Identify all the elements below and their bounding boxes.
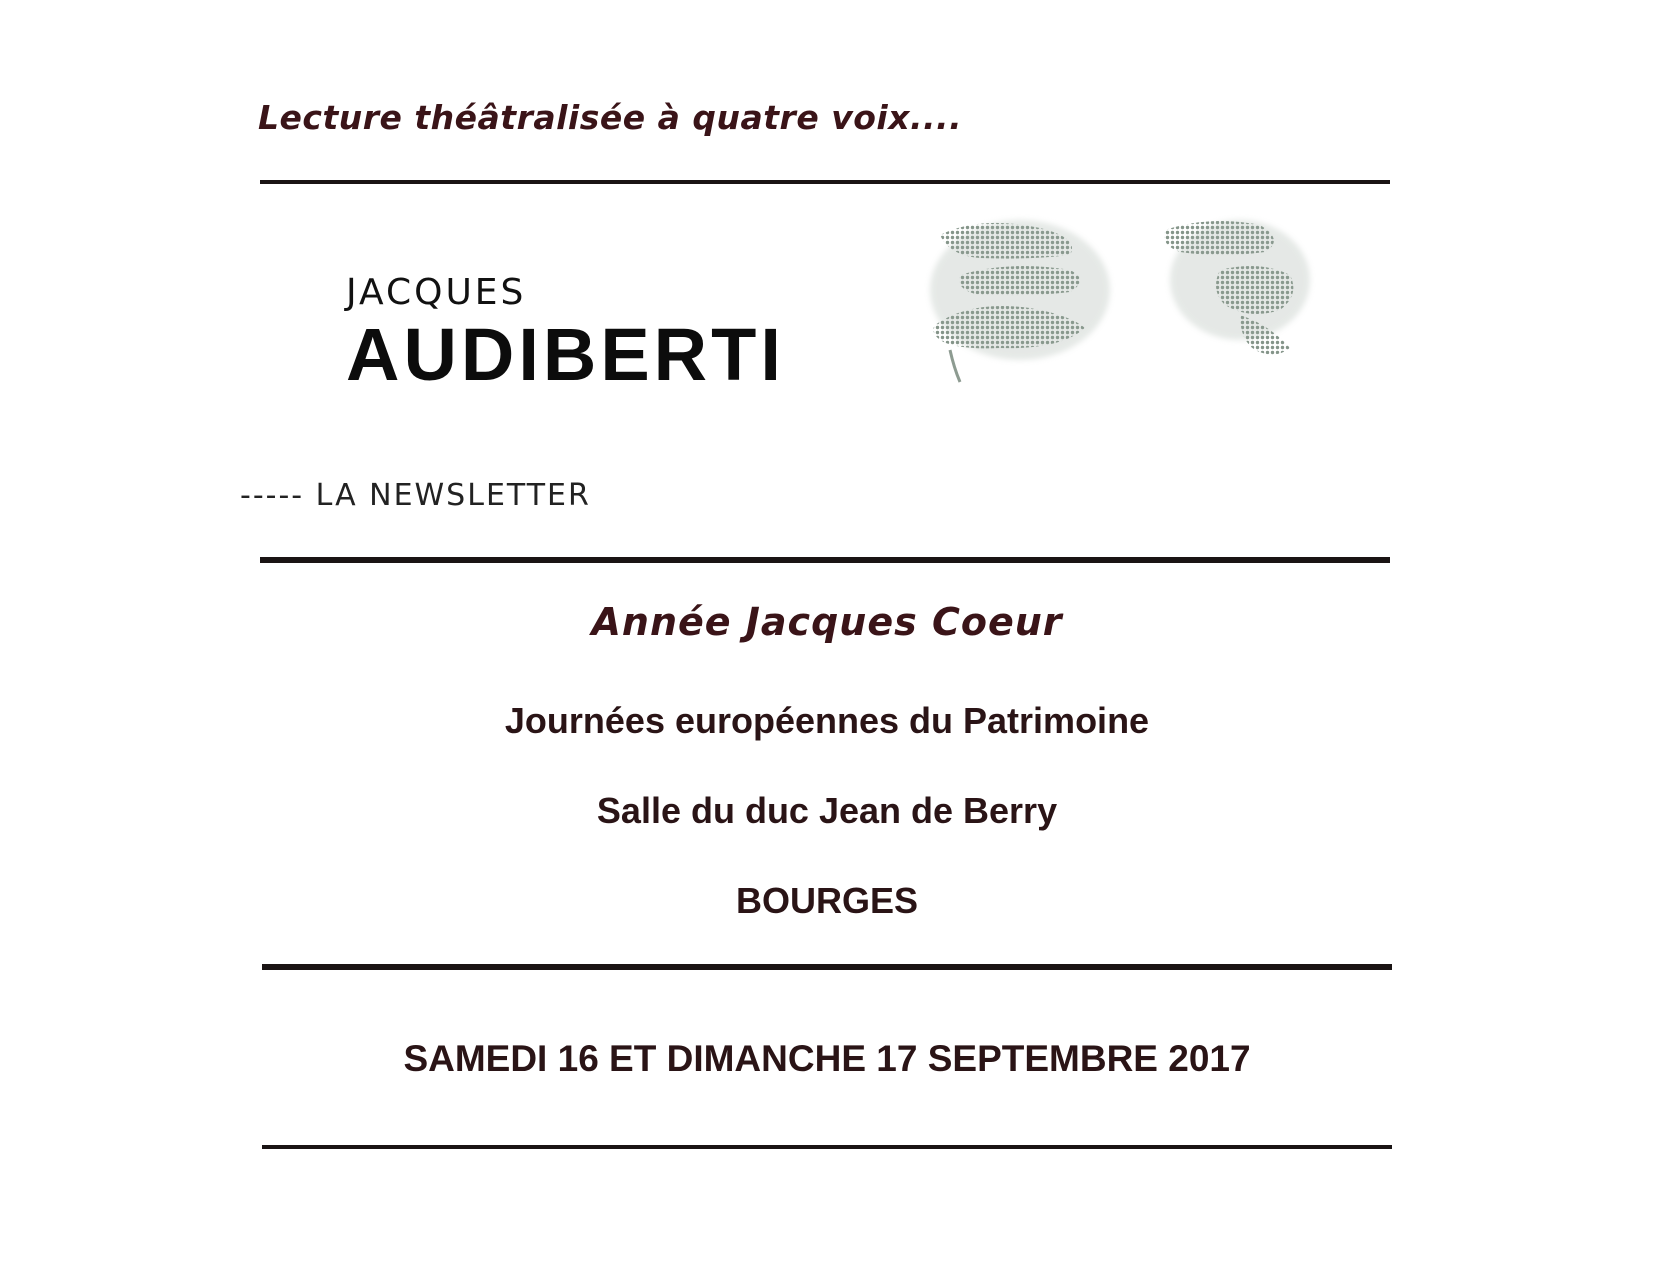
- event-dates: SAMEDI 16 ET DIMANCHE 17 SEPTEMBRE 2017: [403, 1038, 1251, 1079]
- divider-after-newsletter: [260, 557, 1390, 563]
- event-name: Journées européennes du Patrimoine: [504, 700, 1150, 741]
- year-title: Année Jacques Coeur: [591, 600, 1063, 644]
- lecture-heading: Lecture théâtralisée à quatre voix....: [258, 98, 963, 137]
- logo-last-name: AUDIBERTI: [346, 313, 785, 396]
- city-name: BOURGES: [735, 880, 919, 921]
- divider-top: [260, 180, 1390, 184]
- divider-bottom: [262, 1145, 1392, 1149]
- newsletter-label: ----- LA NEWSLETTER: [240, 478, 591, 513]
- signature-graphic: [920, 200, 1340, 400]
- logo-first-name: JACQUES: [346, 272, 527, 313]
- venue-name: Salle du duc Jean de Berry: [596, 790, 1058, 831]
- divider-before-date: [262, 964, 1392, 970]
